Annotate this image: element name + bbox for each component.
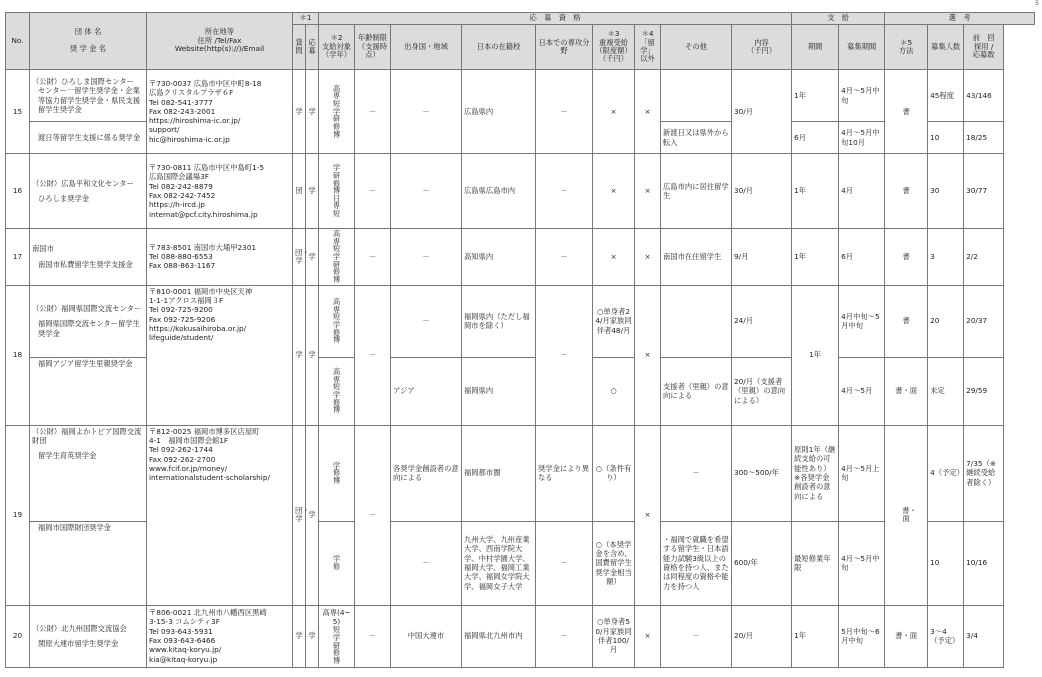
row-number: 15 (6, 70, 30, 154)
recruit-period-cell: 4月 (839, 154, 885, 229)
other-cell: － (661, 425, 732, 521)
field-cell: 奨学金により異なる (536, 425, 593, 521)
recruit-num-cell: 4（予定） (928, 425, 964, 521)
dual-cell: × (593, 70, 635, 154)
target-cell: 高専短学研修博 (319, 70, 355, 154)
recruit-period-cell: 4月～5月中旬 (839, 521, 885, 605)
row-number: 18 (6, 285, 30, 425)
school-cell: 福岡県内 (462, 357, 536, 425)
target-cell: 学修博 (319, 425, 355, 521)
period-cell: 1年 (792, 229, 839, 286)
address-cell: 〒812-0025 福岡市博多区店屋町 4-1 福岡市国際会館1F Tel 092-262-1744 Fax 092-262-2700 www.fcif.or.jp/money/ internationalstudent-scholarship/ (147, 425, 293, 605)
apply-self-cell: 学 (306, 229, 319, 286)
recruit-num-cell: 30 (928, 154, 964, 229)
target-cell: 高専短学修博 (319, 285, 355, 357)
org-cell: （公財）ひろしま国際センター センター一留学生奨学金・企業等協力留学生奨学金・県民支援留学生奨学金 (30, 70, 147, 122)
method-cell: 書・面 (885, 425, 928, 605)
previous-cell: 18/25 (964, 122, 1004, 154)
period-cell: 1年 (792, 154, 839, 229)
header-payment: 支 給 (792, 13, 885, 25)
target-cell: 学研修博日専短 (319, 154, 355, 229)
content-cell: 24/月 (732, 285, 792, 357)
table-row (6, 154, 1035, 229)
age-cell: － (355, 605, 391, 667)
dual-cell: ○ (593, 357, 635, 425)
page-corner-mark: 5 (1035, 0, 1039, 7)
age-cell: － (355, 70, 391, 154)
origin-cell: アジア (391, 357, 462, 425)
age-cell: － (355, 154, 391, 229)
recruit-period-cell: 4月中旬～5月中旬 (839, 285, 885, 357)
method-cell: 書 (885, 285, 928, 357)
header-content: 内容 （千円） (732, 25, 792, 70)
previous-cell: 7/35（※継続受給者除く） (964, 425, 1004, 521)
row-number: 17 (6, 229, 30, 286)
apply-self-cell: 学 (306, 425, 319, 605)
content-cell: 600/年 (732, 521, 792, 605)
field-cell: － (536, 229, 593, 286)
content-cell: 20/月（支援者（里親）の意向による） (732, 357, 792, 425)
recruit-num-cell: 3～4（予定） (928, 605, 964, 667)
org-cell: （公財）広島平和文化センター ひろしま奨学金 (30, 154, 147, 229)
ryugaku-cell: × (635, 229, 661, 286)
other-cell: 広島市内に居住留学生 (661, 154, 732, 229)
ryugaku-cell: × (635, 285, 661, 425)
school-cell: 広島県広島市内 (462, 154, 536, 229)
other-cell: － (661, 605, 732, 667)
method-cell: 書 (885, 229, 928, 286)
origin-cell: － (391, 229, 462, 286)
previous-cell: 20/37 (964, 285, 1004, 357)
table-row (6, 285, 1035, 357)
field-cell: － (536, 605, 593, 667)
apply-school-cell: 団・学 (293, 425, 306, 605)
scholarship-cell: 福岡市国際財団奨学金 (30, 521, 147, 605)
previous-cell: 2/2 (964, 229, 1004, 286)
header-apply-self: 応募 (306, 25, 319, 70)
org-cell: （公財）福岡よかトピア国際交流財団 留学生育英奨学金 (30, 425, 147, 521)
dual-cell: ○単身者24/月家族同伴者48/月 (593, 285, 635, 357)
ryugaku-cell: × (635, 154, 661, 229)
recruit-period-cell: 4月～5月中旬 (839, 70, 885, 122)
target-cell: 学修 (319, 521, 355, 605)
header-address: 所在地等 住所 /Tel/Fax Website(http(s)://)/Email (147, 13, 293, 70)
apply-school-cell: 団 (293, 154, 306, 229)
field-cell: － (536, 285, 593, 425)
target-cell: 高専短学研修博 (319, 229, 355, 286)
previous-cell: 10/16 (964, 521, 1004, 605)
school-cell: 広島県内 (462, 70, 536, 154)
method-cell: 書 (885, 154, 928, 229)
target-cell: 高専(4~5) 短学研修博 (319, 605, 355, 667)
row-number: 16 (6, 154, 30, 229)
recruit-num-cell: 10 (928, 122, 964, 154)
address-cell: 〒783-8501 南国市大埇甲2301 Tel 088-880-6553 Fax 088-863-1167 (147, 229, 293, 286)
school-cell: 高知県内 (462, 229, 536, 286)
field-cell: － (536, 70, 593, 154)
period-cell: 1年 (792, 605, 839, 667)
other-cell: 南国市在住留学生 (661, 229, 732, 286)
header-ryugaku: ＊4 「留学」以外 (635, 25, 661, 70)
recruit-period-cell: 5月中旬～6月中旬 (839, 605, 885, 667)
recruit-num-cell: 未定 (928, 357, 964, 425)
dual-cell: × (593, 154, 635, 229)
school-cell: 福岡都市圏 (462, 425, 536, 521)
period-cell: 最短修業年限 (792, 521, 839, 605)
origin-cell: 各奨学金創設者の意向による (391, 425, 462, 521)
origin-cell: － (391, 285, 462, 357)
address-cell: 〒730-0811 広島市中区中島町1-5 広島国際会議場3F Tel 082-242-8879 Fax 082-242-7452 https://h-ircd.jp internat@pcf.city.hiroshima.jp (147, 154, 293, 229)
period-cell: 原則1年（継続支給の可能性あり）※各奨学金創設者の意向による (792, 425, 839, 521)
school-cell: 福岡県内（ただし福岡市を除く） (462, 285, 536, 357)
previous-cell: 3/4 (964, 605, 1004, 667)
other-cell: 新渡日又は県外から転入 (661, 122, 732, 154)
content-cell: 20/月 (732, 605, 792, 667)
recruit-period-cell: 4月～5月 (839, 357, 885, 425)
header-no: No. (6, 13, 30, 70)
target-cell: 高専短学修博 (319, 357, 355, 425)
table-row (6, 229, 1035, 286)
recruit-period-cell: 4月～5月中旬10月 (839, 122, 885, 154)
header-star1: ＊1 (293, 13, 319, 25)
content-cell: 9/月 (732, 229, 792, 286)
apply-school-cell: 学 (293, 605, 306, 667)
header-method: ＊5 方法 (885, 25, 928, 70)
header-apply-school: 貸問 (293, 25, 306, 70)
header-period: 期間 (792, 25, 839, 70)
address-cell: 〒730-0037 広島市中区中町8-18 広島クリスタルプラザ６F Tel 082-541-3777 Fax 082-243-2001 https://hiroshima-ic.or.jp/ support/ hic@hiroshima-ic.or.jp (147, 70, 293, 154)
period-cell: 1年 (792, 285, 839, 425)
school-cell: 福岡県北九州市内 (462, 605, 536, 667)
other-cell (661, 70, 732, 122)
period-cell: 1年 (792, 70, 839, 122)
table-row (6, 605, 1035, 667)
other-cell (661, 285, 732, 357)
header-school: 日本の在籍校 (462, 25, 536, 70)
org-cell: （公財）福岡県国際交流センター 福岡県国際交流センター留学生奨学金 (30, 285, 147, 357)
field-cell: － (536, 154, 593, 229)
content-cell: 30/月 (732, 70, 792, 154)
dual-cell: ○（本奨学金を含め、国費留学生奨学金相当額） (593, 521, 635, 605)
ryugaku-cell: × (635, 605, 661, 667)
table-row (6, 70, 1035, 122)
table-row (6, 425, 1035, 521)
recruit-num-cell: 10 (928, 521, 964, 605)
age-cell: － (355, 425, 391, 605)
header-target: ＊2 支給対象 （学年） (319, 25, 355, 70)
recruit-period-cell: 6月 (839, 229, 885, 286)
origin-cell: 中国大連市 (391, 605, 462, 667)
apply-self-cell: 学 (306, 70, 319, 154)
dual-cell: ○（条件有り） (593, 425, 635, 521)
header-origin: 出身国・地域 (391, 25, 462, 70)
header-selection: 選 考 (885, 13, 1035, 25)
previous-cell: 30/77 (964, 154, 1004, 229)
origin-cell: － (391, 521, 462, 605)
dual-cell: × (593, 229, 635, 286)
apply-school-cell: 学 (293, 285, 306, 425)
address-cell: 〒806-0021 北九州市八幡西区黒崎 3-15-3 コムシティ3F Tel 093-643-5931 Fax 093-643-6466 www.kitaq-koryu.jp/ kia@kitaq-koryu.jp (147, 605, 293, 667)
address-cell: 〒810-0001 福岡市中央区天神 1-1-1アクロス福岡３F Tel 092-725-9200 Fax 092-725-9206 https://kokusaihiroba.or.jp/ lifeguide/student/ (147, 285, 293, 425)
age-cell: － (355, 229, 391, 286)
header-recruit-period: 募集期間 (839, 25, 885, 70)
scholarship-table (5, 12, 1035, 668)
apply-self-cell: 学 (306, 605, 319, 667)
apply-school-cell: 団・学 (293, 229, 306, 286)
header-other: その他 (661, 25, 732, 70)
apply-self-cell: 学 (306, 154, 319, 229)
apply-self-cell: 学 (306, 285, 319, 425)
org-cell: 南国市 南国市私費留学生奨学支援金 (30, 229, 147, 286)
school-cell: 九州大学、九州産業大学、西南学院大学、中村学園大学、福岡大学、福岡工業大学、福岡女学院大学、福岡女子大学 (462, 521, 536, 605)
content-cell: 30/月 (732, 154, 792, 229)
previous-cell: 29/59 (964, 357, 1004, 425)
method-cell: 書・面 (885, 357, 928, 425)
header-field: 日本での専攻分野 (536, 25, 593, 70)
recruit-num-cell: 3 (928, 229, 964, 286)
content-cell: 300～500/年 (732, 425, 792, 521)
dual-cell: ○単身者50/月家族同伴者100/月 (593, 605, 635, 667)
method-cell: 書・面 (885, 605, 928, 667)
header-dual: ＊3 重複受給 （限度額） （千円） (593, 25, 635, 70)
header-org-scholarship: 団 体 名 奨 学 金 名 (30, 13, 147, 70)
header-age: 年齢制限 （支援時点） (355, 25, 391, 70)
origin-cell: － (391, 70, 462, 154)
ryugaku-cell: × (635, 425, 661, 605)
field-cell: － (536, 521, 593, 605)
row-number: 20 (6, 605, 30, 667)
scholarship-cell: 渡日等留学生支援に係る奨学金 (30, 122, 147, 154)
previous-cell: 43/146 (964, 70, 1004, 122)
apply-school-cell: 学 (293, 70, 306, 154)
header-recruit-num: 募集人数 (928, 25, 964, 70)
recruit-period-cell: 4月～5月上旬 (839, 425, 885, 521)
other-cell: ・福岡で就職を希望する留学生・日本語能力試験3級以上の資格を持つ人、または同程度の資格や能力を持つ人 (661, 521, 732, 605)
row-number: 19 (6, 425, 30, 605)
recruit-num-cell: 20 (928, 285, 964, 357)
origin-cell: － (391, 154, 462, 229)
age-cell: － (355, 285, 391, 425)
recruit-num-cell: 45程度 (928, 70, 964, 122)
ryugaku-cell: × (635, 70, 661, 154)
header-previous: 前 回 採用 / 応募数 (964, 25, 1004, 70)
method-cell: 書 (885, 70, 928, 154)
period-cell: 6月 (792, 122, 839, 154)
other-cell: 支援者（里親）の意向による (661, 357, 732, 425)
scholarship-cell: 福岡アジア留学生里親奨学金 (30, 357, 147, 425)
org-cell: （公財）北九州国際交流協会 関原大連市留学生奨学金 (30, 605, 147, 667)
header-qualification: 応 募 資 格 (319, 13, 792, 25)
